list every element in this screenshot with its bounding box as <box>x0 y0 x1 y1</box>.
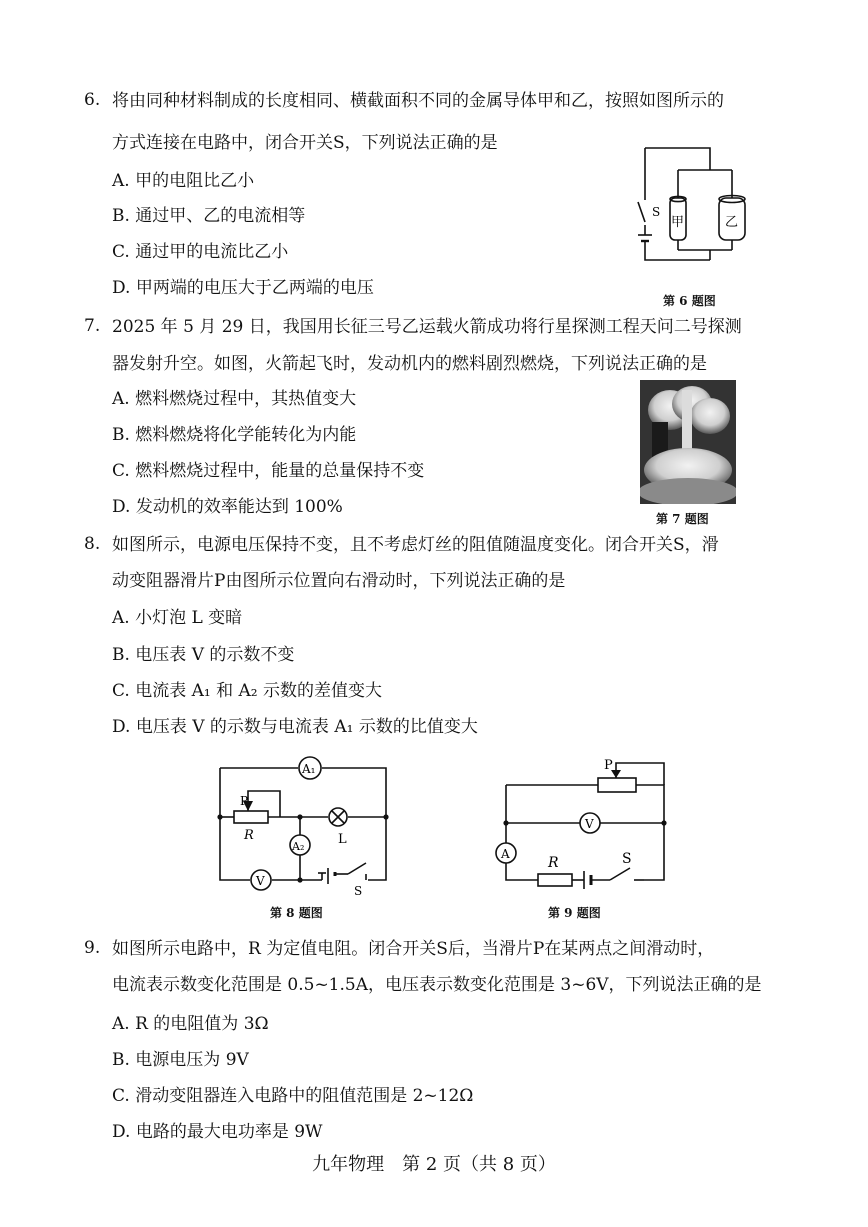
q9-figure-caption: 第 9 题图 <box>548 906 601 920</box>
q8-voltmeter-v-label: V <box>256 874 265 888</box>
q8-option-d: D. 电压表 V 的示数与电流表 A₁ 示数的比值变大 <box>112 717 478 737</box>
q7-option-d: D. 发动机的效率能达到 100% <box>112 497 343 517</box>
q8-stem-line1: 如图所示，电源电压保持不变，且不考虑灯丝的阻值随温度变化。闭合开关S，滑 <box>112 535 719 555</box>
q7-rocket-launch-photo <box>640 380 736 504</box>
q8-option-b: B. 电压表 V 的示数不变 <box>112 645 295 665</box>
q6-option-a: A. 甲的电阻比乙小 <box>112 171 255 191</box>
q7-option-c: C. 燃料燃烧过程中，能量的总量保持不变 <box>112 461 425 481</box>
q8-slider-p-label: P <box>240 794 249 808</box>
q8-option-a: A. 小灯泡 L 变暗 <box>112 608 243 628</box>
q9-option-d: D. 电路的最大电功率是 9W <box>112 1122 323 1142</box>
q7-stem-line2: 器发射升空。如图，火箭起飞时，发动机内的燃料剧烈燃烧，下列说法正确的是 <box>112 354 707 374</box>
q8-switch-s-label: S <box>354 884 363 898</box>
q8-lamp-l-label: L <box>338 832 347 847</box>
q6-stem-line1: 将由同种材料制成的长度相同、横截面积不同的金属导体甲和乙，按照如图所示的 <box>112 91 724 111</box>
q8-ammeter-a1-label: A₁ <box>302 762 316 776</box>
page-footer: 九年物理 第 2 页（共 8 页） <box>312 1154 556 1175</box>
q8-circuit-diagram <box>210 755 400 898</box>
q9-option-b: B. 电源电压为 9V <box>112 1050 249 1070</box>
q9-resistor-r-label: R <box>548 855 559 871</box>
q7-number: 7. <box>84 316 101 336</box>
q9-switch-s-label: S <box>622 851 632 867</box>
q9-number: 9. <box>84 938 101 958</box>
q7-stem-line1: 2025 年 5 月 29 日，我国用长征三号乙运载火箭成功将行星探测工程天问二号探测 <box>112 317 742 337</box>
q9-voltmeter-v-label: V <box>585 817 594 831</box>
q7-figure-caption: 第 7 题图 <box>656 512 709 526</box>
q6-circuit-diagram <box>630 140 750 290</box>
q6-number: 6. <box>84 90 101 110</box>
q9-option-c: C. 滑动变阻器连入电路中的阻值范围是 2~12Ω <box>112 1086 474 1106</box>
q6-stem-line2: 方式连接在电路中，闭合开关S，下列说法正确的是 <box>112 133 498 153</box>
q6-option-d: D. 甲两端的电压大于乙两端的电压 <box>112 278 374 298</box>
q8-stem-line2: 动变阻器滑片P由图所示位置向右滑动时，下列说法正确的是 <box>112 571 566 591</box>
q8-figure-caption: 第 8 题图 <box>270 906 323 920</box>
q9-ammeter-a-label: A <box>501 847 510 861</box>
q9-stem-line1: 如图所示电路中，R 为定值电阻。闭合开关S后，当滑片P在某两点之间滑动时， <box>112 939 715 959</box>
q6-option-c: C. 通过甲的电流比乙小 <box>112 242 289 262</box>
q6-option-b: B. 通过甲、乙的电流相等 <box>112 206 306 226</box>
q6-conductor-yi-label: 乙 <box>725 215 739 230</box>
q9-option-a: A. R 的电阻值为 3Ω <box>112 1014 269 1034</box>
q7-option-a: A. 燃料燃烧过程中，其热值变大 <box>112 389 357 409</box>
q8-option-c: C. 电流表 A₁ 和 A₂ 示数的差值变大 <box>112 681 383 701</box>
q9-slider-p-label: P <box>604 758 613 773</box>
q7-option-b: B. 燃料燃烧将化学能转化为内能 <box>112 425 357 445</box>
q9-circuit-diagram <box>488 755 678 895</box>
q9-stem-line2: 电流表示数变化范围是 0.5~1.5A，电压表示数变化范围是 3~6V，下列说法正确的是 <box>112 975 762 995</box>
q6-switch-label: S <box>652 205 661 219</box>
q6-conductor-jia-label: 甲 <box>671 215 685 230</box>
q6-figure-caption: 第 6 题图 <box>663 294 716 308</box>
q8-number: 8. <box>84 534 101 554</box>
q8-ammeter-a2-label: A₂ <box>292 840 305 853</box>
q8-rheostat-r-label: R <box>244 828 254 843</box>
